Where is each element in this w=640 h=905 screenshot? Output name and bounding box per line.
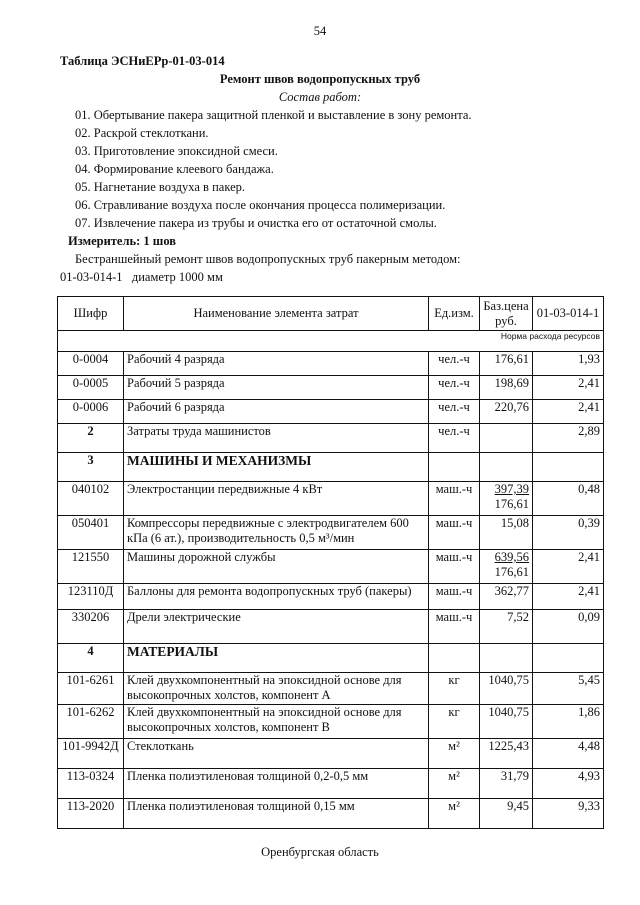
cell-unit: кг <box>429 705 480 739</box>
cell-price: 1040,75 <box>480 673 533 705</box>
section-code: 3 <box>58 453 124 482</box>
work-item: 06. Стравливание воздуха после окончания процесса полимеризации. <box>75 198 446 212</box>
name-line: Клей двухкомпонентный на эпоксидной основе для <box>127 673 402 687</box>
cell-code: 123110Д <box>58 584 124 610</box>
cell-code: 101-6262 <box>58 705 124 739</box>
table-header-row <box>58 297 604 331</box>
name-line: Клей двухкомпонентный на эпоксидной основе для <box>127 705 402 719</box>
document-heading: Ремонт швов водопропускных труб <box>219 72 421 86</box>
cell-name <box>124 516 429 550</box>
cell-unit: чел.-ч <box>429 376 480 400</box>
cell-unit: маш.-ч <box>429 516 480 550</box>
cell-code: 0-0006 <box>58 400 124 424</box>
cell-unit: маш.-ч <box>429 584 480 610</box>
section-code: 4 <box>58 644 124 673</box>
section-name: МАТЕРИАЛЫ <box>124 644 429 673</box>
cell-price: 176,61 <box>480 352 533 376</box>
cell-value: 1,86 <box>533 705 604 739</box>
cell-unit: чел.-ч <box>429 352 480 376</box>
work-item: 05. Нагнетание воздуха в пакер. <box>75 180 246 194</box>
cell-price <box>480 424 533 453</box>
table-row <box>58 482 604 516</box>
header-price: Баз.цена руб. <box>480 297 533 331</box>
cell-price <box>480 550 533 584</box>
cell-unit: м² <box>429 769 480 799</box>
section-name: МАШИНЫ И МЕХАНИЗМЫ <box>124 453 429 482</box>
cell-name: Рабочий 4 разряда <box>124 352 429 376</box>
cell-price: 220,76 <box>480 400 533 424</box>
section-code: 2 <box>58 424 124 453</box>
cell-value: 2,89 <box>533 424 604 453</box>
cell-price: 15,08 <box>480 516 533 550</box>
cell-name: Пленка полиэтиленовая толщиной 0,2-0,5 мм <box>124 769 429 799</box>
price-value: 639,56 <box>494 550 529 564</box>
cell-name: Машины дорожной службы <box>124 550 429 584</box>
cell-unit: маш.-ч <box>429 482 480 516</box>
work-item: 03. Приготовление эпоксидной смеси. <box>75 144 278 158</box>
page-number: 54 <box>313 24 327 38</box>
cell-code: 113-0324 <box>58 769 124 799</box>
cell-price: 31,79 <box>480 769 533 799</box>
price-subvalue: 176,61 <box>494 497 529 511</box>
cell-price: 1040,75 <box>480 705 533 739</box>
header-unit: Ед.изм. <box>429 297 480 331</box>
table-row <box>58 584 604 610</box>
cell-value: 0,48 <box>533 482 604 516</box>
cell-value: 4,93 <box>533 769 604 799</box>
cell-price: 198,69 <box>480 376 533 400</box>
norm-caption: Норма расхода ресурсов <box>58 331 604 352</box>
cell-unit: маш.-ч <box>429 550 480 584</box>
cell-value: 0,09 <box>533 610 604 644</box>
table-row <box>58 352 604 376</box>
code-line: 01-03-014-1 диаметр 1000 мм <box>60 270 223 284</box>
footer-region: Оренбургская область <box>261 845 379 859</box>
cell-unit: чел.-ч <box>429 424 480 453</box>
cell-name <box>124 673 429 705</box>
table-row <box>58 769 604 799</box>
cell-value: 9,33 <box>533 799 604 829</box>
cell-name: Рабочий 6 разряда <box>124 400 429 424</box>
cell-unit: м² <box>429 799 480 829</box>
cell-code: 330206 <box>58 610 124 644</box>
section-row <box>58 453 604 482</box>
table-row <box>58 376 604 400</box>
method-description: Бестраншейный ремонт швов водопропускных труб пакерным методом: <box>75 252 461 266</box>
cell-price: 7,52 <box>480 610 533 644</box>
cell-code: 0-0004 <box>58 352 124 376</box>
cell-value: 2,41 <box>533 376 604 400</box>
cell-code: 050401 <box>58 516 124 550</box>
cell-code: 121550 <box>58 550 124 584</box>
cell-price: 362,77 <box>480 584 533 610</box>
table-row <box>58 516 604 550</box>
cell-value: 4,48 <box>533 739 604 769</box>
table-row <box>58 610 604 644</box>
cell-value: 1,93 <box>533 352 604 376</box>
cell-unit: кг <box>429 673 480 705</box>
composition-heading: Состав работ: <box>278 90 362 104</box>
price-value: 397,39 <box>494 482 529 496</box>
work-item: 07. Извлечение пакера из трубы и очистка его от остаточной смолы. <box>75 216 437 230</box>
table-title: Таблица ЭСНиЕРр-01-03-014 <box>60 54 225 68</box>
table-row <box>58 400 604 424</box>
name-line: высокопрочных холстов, компонент В <box>127 720 330 734</box>
cell-name: Пленка полиэтиленовая толщиной 0,15 мм <box>124 799 429 829</box>
cell-price: 1225,43 <box>480 739 533 769</box>
cell-unit: м² <box>429 739 480 769</box>
section-row <box>58 424 604 453</box>
header-norm: 01-03-014-1 <box>533 297 604 331</box>
work-item: 04. Формирование клеевого бандажа. <box>75 162 274 176</box>
cell-name: Стеклоткань <box>124 739 429 769</box>
cell-name <box>124 705 429 739</box>
price-subvalue: 176,61 <box>494 565 529 579</box>
cell-code: 040102 <box>58 482 124 516</box>
cell-price: 9,45 <box>480 799 533 829</box>
cell-code: 101-9942Д <box>58 739 124 769</box>
cell-unit: маш.-ч <box>429 610 480 644</box>
name-line: кПа (6 ат.), производительность 0,5 м³/мин <box>127 531 355 545</box>
resource-table <box>57 296 604 829</box>
table-row <box>58 673 604 705</box>
name-line: высокопрочных холстов, компонент А <box>127 688 331 702</box>
cell-value: 2,41 <box>533 584 604 610</box>
work-item: 02. Раскрой стеклоткани. <box>75 126 209 140</box>
header-code: Шифр <box>58 297 124 331</box>
table-row <box>58 705 604 739</box>
measure-unit: Измеритель: 1 шов <box>68 234 177 248</box>
cell-name: Баллоны для ремонта водопропускных труб (пакеры) <box>124 584 429 610</box>
table-row <box>58 739 604 769</box>
cell-name: Дрели электрические <box>124 610 429 644</box>
cell-name: Электростанции передвижные 4 кВт <box>124 482 429 516</box>
cell-value: 5,45 <box>533 673 604 705</box>
header-name: Наименование элемента затрат <box>124 297 429 331</box>
name-line: Компрессоры передвижные с электродвигателем 600 <box>127 516 409 530</box>
cell-value: 2,41 <box>533 550 604 584</box>
section-row <box>58 644 604 673</box>
table-row <box>58 799 604 829</box>
cell-code: 101-6261 <box>58 673 124 705</box>
section-name: Затраты труда машинистов <box>124 424 429 453</box>
work-item: 01. Обертывание пакера защитной пленкой и выставление в зону ремонта. <box>75 108 472 122</box>
cell-unit: чел.-ч <box>429 400 480 424</box>
cell-code: 0-0005 <box>58 376 124 400</box>
table-row <box>58 550 604 584</box>
cell-name: Рабочий 5 разряда <box>124 376 429 400</box>
cell-value: 0,39 <box>533 516 604 550</box>
cell-price <box>480 482 533 516</box>
cell-value: 2,41 <box>533 400 604 424</box>
cell-code: 113-2020 <box>58 799 124 829</box>
norm-caption-row <box>58 331 604 352</box>
